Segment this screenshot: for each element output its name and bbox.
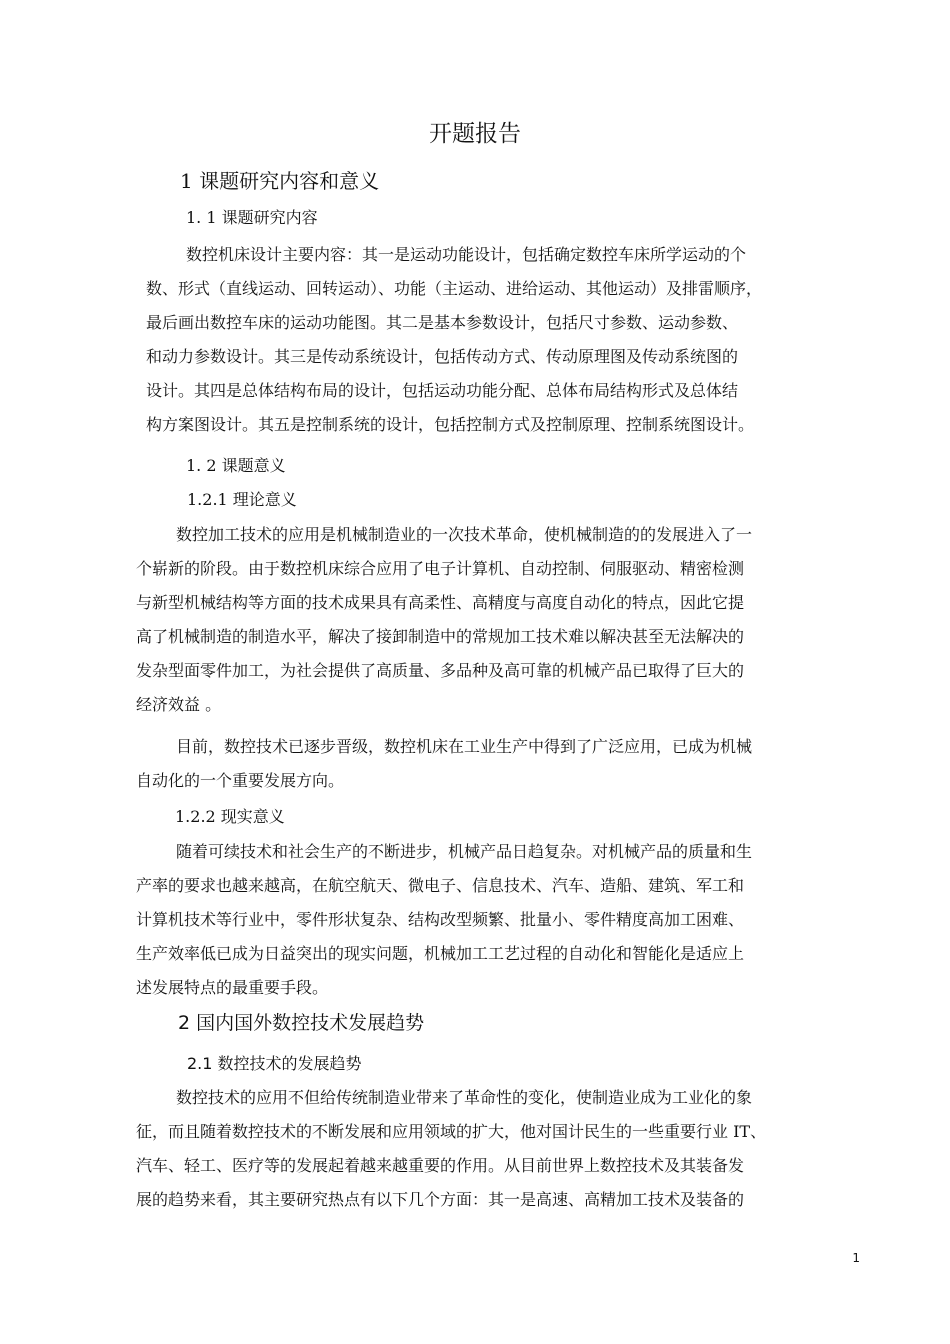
section-1-2-1-paragraph-2 [136,730,752,798]
text-line: 产率的要求也越来越高，在航空航天、微电子、信息技术、汽车、造船、建筑、军工和 [136,876,745,895]
text-line: 数控加工技术的应用是机械制造业的一次技术革命，使机械制造的的发展进入了一 [176,525,753,544]
text-line: 目前，数控技术已逐步晋级，数控机床在工业生产中得到了广泛应用，已成为机械 [176,737,753,756]
text-line: 数控技术的应用不但给传统制造业带来了革命性的变化，使制造业成为工业化的象 [176,1088,753,1107]
section-2-1-paragraph [136,1081,766,1217]
section-1-1-heading: 1. 1 课题研究内容 [186,208,318,227]
section-1-2-2-heading: 1.2.2 现实意义 [175,807,285,826]
section-2-1-heading: 2.1 数控技术的发展趋势 [187,1054,362,1073]
section-1-2-1-paragraph-1 [136,518,752,722]
section-1-2-1-heading: 1.2.1 理论意义 [187,490,297,509]
text-line: 数控机床设计主要内容：其一是运动功能设计，包括确定数控车床所学运动的个 [186,245,747,264]
text-line: 随着可续技术和社会生产的不断进步，机械产品日趋复杂。对机械产品的质量和生 [176,842,753,861]
page-number: 1 [852,1251,860,1265]
section-1-2-2-paragraph [136,835,752,1005]
section-1-1-paragraph [146,238,762,442]
text-line: 自动化的一个重要发展方向。 [136,771,345,790]
section-1-heading: 1 课题研究内容和意义 [180,169,380,193]
text-line: 最后画出数控车床的运动功能图。其二是基本参数设计，包括尺寸参数、运动参数、 [146,313,739,332]
text-line: 展的趋势来看，其主要研究热点有以下几个方面：其一是高速、高精加工技术及装备的 [136,1190,745,1209]
text-line: 数、形式（直线运动、回转运动）、功能（主运动、进给运动、其他运动）及排雷顺序， [146,279,763,298]
text-line: 计算机技术等行业中，零件形状复杂、结构改型频繁、批量小、零件精度高加工困难、 [136,910,745,929]
text-line: 经济效益 。 [136,695,222,714]
section-1-2-heading: 1. 2 课题意义 [186,456,286,475]
text-line: 与新型机械结构等方面的技术成果具有高柔性、高精度与高度自动化的特点，因此它提 [136,593,745,612]
document-title: 开题报告 [429,121,521,147]
text-line: 生产效率低已成为日益突出的现实问题，机械加工工艺过程的自动化和智能化是适应上 [136,944,745,963]
text-line: 构方案图设计。其五是控制系统的设计，包括控制方式及控制原理、控制系统图设计。 [146,415,755,434]
section-2-heading: 2 国内国外数控技术发展趋势 [178,1012,425,1034]
text-line: 高了机械制造的制造水平，解决了接卸制造中的常规加工技术难以解决甚至无法解决的 [136,627,745,646]
text-line: 汽车、轻工、医疗等的发展起着越来越重要的作用。从目前世界上数控技术及其装备发 [136,1156,745,1175]
text-line: 和动力参数设计。其三是传动系统设计，包括传动方式、传动原理图及传动系统图的 [146,347,739,366]
text-line: 个崭新的阶段。由于数控机床综合应用了电子计算机、自动控制、伺服驱动、精密检测 [136,559,745,578]
text-line: 征，而且随着数控技术的不断发展和应用领域的扩大，他对国计民生的一些重要行业 IT、 [136,1122,767,1141]
text-line: 设计。其四是总体结构布局的设计，包括运动功能分配、总体布局结构形式及总体结 [146,381,739,400]
text-line: 述发展特点的最重要手段。 [136,978,329,997]
text-line: 发杂型面零件加工，为社会提供了高质量、多品种及高可靠的机械产品已取得了巨大的 [136,661,745,680]
